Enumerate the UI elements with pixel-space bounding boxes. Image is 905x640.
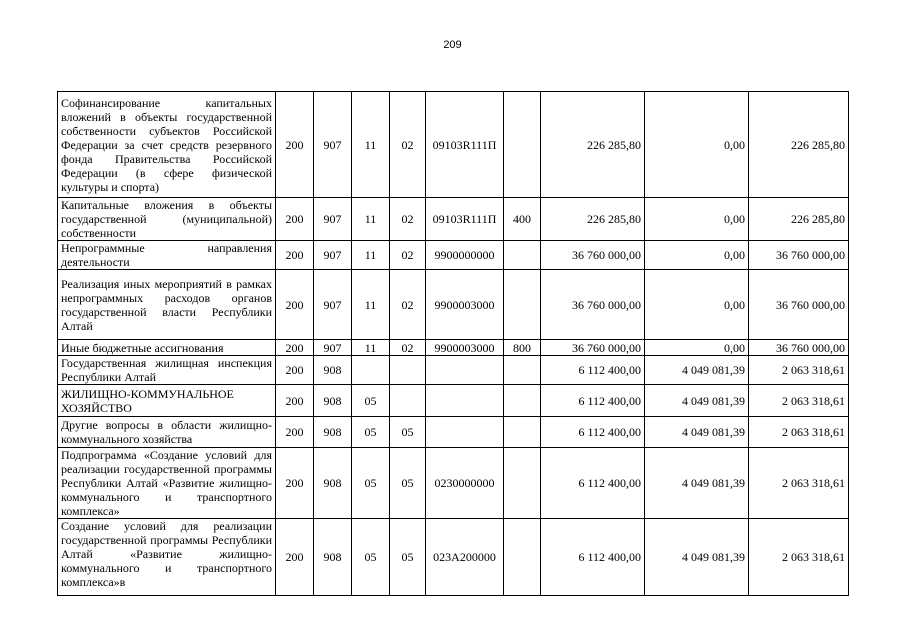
cell-v2: 0,00	[645, 340, 749, 356]
cell-c2: 907	[314, 270, 352, 340]
cell-c4: 02	[390, 198, 426, 241]
cell-c2: 908	[314, 385, 352, 417]
cell-name: Непрограммные направления деятельности	[58, 241, 276, 270]
cell-v2: 0,00	[645, 198, 749, 241]
cell-v2: 0,00	[645, 241, 749, 270]
table-row	[58, 270, 849, 340]
cell-v2: 4 049 081,39	[645, 519, 749, 596]
cell-name: ЖИЛИЩНО-КОММУНАЛЬНОЕ ХОЗЯЙСТВО	[58, 385, 276, 417]
cell-c1: 200	[276, 519, 314, 596]
cell-code: 9900000000	[426, 241, 504, 270]
cell-c4: 05	[390, 519, 426, 596]
cell-c3: 05	[352, 417, 390, 448]
cell-c3: 05	[352, 519, 390, 596]
cell-v3: 36 760 000,00	[749, 270, 849, 340]
cell-vr	[504, 519, 541, 596]
cell-v3: 226 285,80	[749, 92, 849, 198]
cell-v1: 36 760 000,00	[541, 241, 645, 270]
cell-c4: 02	[390, 270, 426, 340]
cell-v3: 2 063 318,61	[749, 417, 849, 448]
cell-c4: 05	[390, 417, 426, 448]
cell-vr: 800	[504, 340, 541, 356]
cell-code	[426, 417, 504, 448]
cell-v1: 6 112 400,00	[541, 417, 645, 448]
cell-v1: 36 760 000,00	[541, 270, 645, 340]
cell-c3: 05	[352, 448, 390, 519]
cell-c1: 200	[276, 241, 314, 270]
cell-vr: 400	[504, 198, 541, 241]
cell-code: 023А200000	[426, 519, 504, 596]
cell-name: Капитальные вложения в объекты государственной (муниципальной) собственности	[58, 198, 276, 241]
cell-vr	[504, 417, 541, 448]
cell-c3: 05	[352, 385, 390, 417]
cell-v2: 0,00	[645, 92, 749, 198]
cell-c4: 02	[390, 340, 426, 356]
cell-c2: 908	[314, 519, 352, 596]
cell-name: Государственная жилищная инспекция Республики Алтай	[58, 356, 276, 385]
cell-c1: 200	[276, 356, 314, 385]
table-row	[58, 92, 849, 198]
cell-c4	[390, 356, 426, 385]
table-row	[58, 340, 849, 356]
cell-v2: 4 049 081,39	[645, 417, 749, 448]
cell-code: 09103R111П	[426, 92, 504, 198]
table-row	[58, 198, 849, 241]
cell-c2: 907	[314, 198, 352, 241]
cell-vr	[504, 241, 541, 270]
cell-c2: 907	[314, 92, 352, 198]
cell-v1: 6 112 400,00	[541, 448, 645, 519]
cell-c3: 11	[352, 340, 390, 356]
cell-c3: 11	[352, 92, 390, 198]
cell-c3: 11	[352, 241, 390, 270]
cell-c2: 908	[314, 448, 352, 519]
cell-vr	[504, 270, 541, 340]
cell-v2: 4 049 081,39	[645, 385, 749, 417]
cell-c1: 200	[276, 448, 314, 519]
cell-c4	[390, 385, 426, 417]
cell-vr	[504, 92, 541, 198]
cell-v3: 226 285,80	[749, 198, 849, 241]
cell-code: 9900003000	[426, 340, 504, 356]
page-number: 209	[443, 39, 462, 51]
cell-v3: 36 760 000,00	[749, 340, 849, 356]
cell-c2: 907	[314, 340, 352, 356]
cell-v3: 2 063 318,61	[749, 448, 849, 519]
cell-c4: 02	[390, 241, 426, 270]
cell-v3: 2 063 318,61	[749, 385, 849, 417]
cell-v2: 0,00	[645, 270, 749, 340]
cell-v2: 4 049 081,39	[645, 448, 749, 519]
cell-vr	[504, 385, 541, 417]
cell-code: 9900003000	[426, 270, 504, 340]
table-row	[58, 448, 849, 519]
cell-c2: 907	[314, 241, 352, 270]
cell-c3: 11	[352, 270, 390, 340]
cell-c1: 200	[276, 417, 314, 448]
cell-v3: 36 760 000,00	[749, 241, 849, 270]
cell-name: Софинансирование капитальных вложений в объекты государственной собственности субъектов Российской Федерации за счет средств резервного фонда Правительства Российской Федерации (в сфере физической культуры и спорта)	[58, 92, 276, 198]
cell-vr	[504, 356, 541, 385]
cell-code: 0230000000	[426, 448, 504, 519]
cell-v1: 226 285,80	[541, 92, 645, 198]
cell-c1: 200	[276, 92, 314, 198]
cell-c2: 908	[314, 356, 352, 385]
table-row	[58, 417, 849, 448]
cell-name: Подпрограмма «Создание условий для реализации государственной программы Республики Алтай «Развитие жилищно-коммунального и транспортного комплекса»	[58, 448, 276, 519]
cell-c1: 200	[276, 198, 314, 241]
table-row	[58, 519, 849, 596]
cell-c1: 200	[276, 270, 314, 340]
cell-c3	[352, 356, 390, 385]
cell-v1: 226 285,80	[541, 198, 645, 241]
cell-code: 09103R111П	[426, 198, 504, 241]
table-row	[58, 356, 849, 385]
cell-name: Создание условий для реализации государственной программы Республики Алтай «Развитие жилищно-коммунального и транспортного комплекса»в	[58, 519, 276, 596]
budget-table	[57, 91, 849, 596]
cell-code	[426, 356, 504, 385]
cell-v1: 6 112 400,00	[541, 385, 645, 417]
cell-c2: 908	[314, 417, 352, 448]
cell-v1: 36 760 000,00	[541, 340, 645, 356]
cell-name: Иные бюджетные ассигнования	[58, 340, 276, 356]
cell-v1: 6 112 400,00	[541, 356, 645, 385]
cell-c1: 200	[276, 340, 314, 356]
cell-c3: 11	[352, 198, 390, 241]
cell-c4: 05	[390, 448, 426, 519]
cell-v3: 2 063 318,61	[749, 356, 849, 385]
cell-c1: 200	[276, 385, 314, 417]
cell-v1: 6 112 400,00	[541, 519, 645, 596]
cell-c4: 02	[390, 92, 426, 198]
cell-vr	[504, 448, 541, 519]
table-row	[58, 385, 849, 417]
table-row	[58, 241, 849, 270]
cell-name: Другие вопросы в области жилищно-коммунального хозяйства	[58, 417, 276, 448]
cell-name: Реализация иных мероприятий в рамках непрограммных расходов органов государственной власти Республики Алтай	[58, 270, 276, 340]
cell-code	[426, 385, 504, 417]
cell-v2: 4 049 081,39	[645, 356, 749, 385]
cell-v3: 2 063 318,61	[749, 519, 849, 596]
